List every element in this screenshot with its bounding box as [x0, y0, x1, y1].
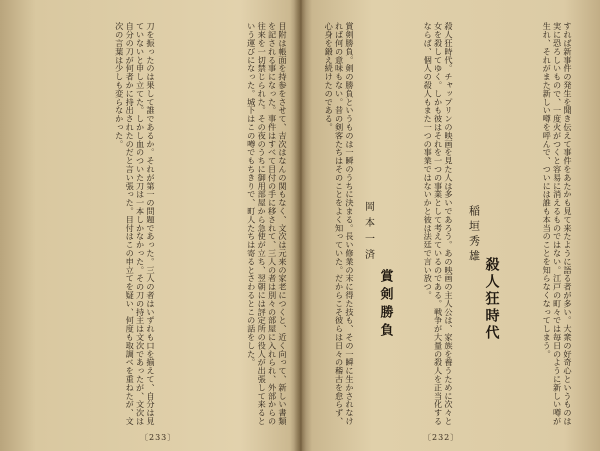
text-column: 目附は帳面を持参をさせて、吉次はなんの関もなく、文次は元来の家老につくと、近く向って、新しい書類を記される事になった。事件はすべて目付の手に移されて、三人の者は別々の部屋に入れられ、外部からの往来を一切禁じられた。その夜のうちに御用部屋から急使が立ち、翌朝には評定所の役人が出張して来るという運びになった。城下はこの噂でもちきりで、町人たちは寄るとさわるとこの話をした。: [246, 22, 288, 426]
right-page: [303, 0, 600, 451]
page-number: 〔233〕: [140, 433, 177, 442]
article-author: 稲垣秀雄: [467, 204, 481, 265]
book-gutter: [290, 0, 312, 451]
text-column: すれば新事件の発生を聞き伝えて事件をあたかも見て来たように語る者が多い。大衆の好奇心というものは実に恐ろしいもので、一度火がつくと容易に消えるものではない。江戸の町々では毎日のように新しい噂が生れ、それがまた新しい噂を呼んで、ついには誰も本当のことを知らなくなってしまう。: [542, 22, 573, 426]
text-column: 殺人狂時代。チャップリンの映画を見た人は多いであろう。あの映画の主人公は、家族を養うために次々と女を殺してゆく。しかも彼はそれを一つの事業として考えているのである。戦争が大量の殺人を正当化するならば、個人の殺人もまた一つの事業ではないかと彼は法廷で言い放つ。: [423, 22, 454, 426]
article-title: 殺人狂時代: [483, 257, 500, 342]
article-heading: [456, 22, 502, 427]
text-column: 賞剣勝負。剣の勝負というものは一瞬のうちに決まる。長い修業の末に得た技も、その一瞬に生かされなければ何の意味もない。昔の剣客たちはそのことをよく知っていた。だからこそ彼らは日々の稽古を怠らず、心身を鍛え続けたのである。: [324, 22, 355, 426]
left-page-columns: [30, 22, 288, 427]
article-author: 岡本一済: [362, 200, 374, 265]
page-number: 〔232〕: [423, 433, 460, 442]
article-title: 賞剣勝負: [377, 268, 393, 341]
right-page-columns: [315, 22, 573, 427]
text-column: 刀を振ったのは果して誰であるか。それが第一の問題であった。三人の者はいずれも口を揃えて、自分は見ていないと申し立てた。しかし血のついた刀は一本しかなかった。その刀の持主は文次であったが、文次は自分の刀が何者かに持出されたのだと言い張った。目付はこの申立てを疑い、何度も取調べを重ねたが、文次の言葉は少しも変らなかった。: [114, 22, 156, 426]
article-heading: [357, 22, 395, 427]
left-page: [0, 0, 297, 451]
